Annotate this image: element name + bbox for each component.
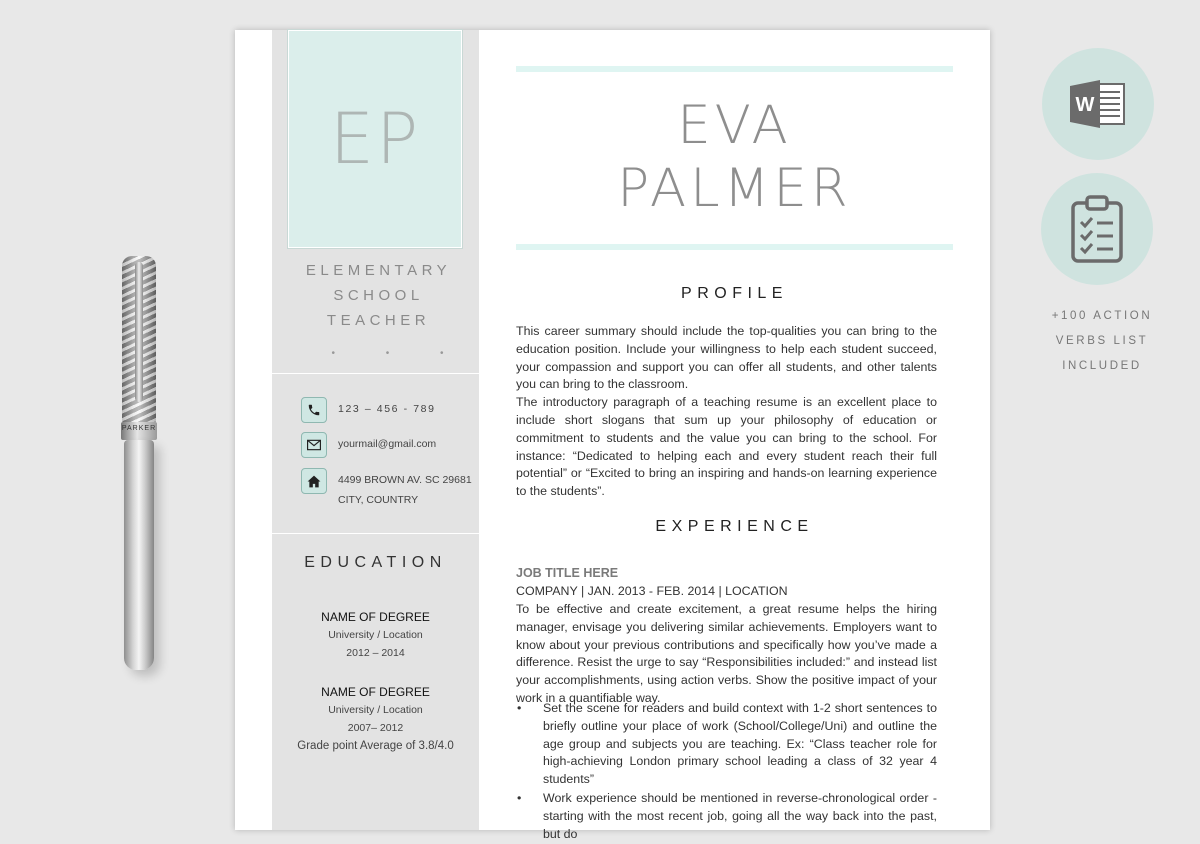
bullet-item: • Set the scene for readers and build context with 1-2 short sentences to briefly outline your place of work (School/College/Uni) and outline the age group and subjects you are teaching. Ex: “Class teacher role for high-achieving London primary school leading a class of 32 year 4 students” xyxy=(517,701,937,787)
sidebar-job-title xyxy=(272,258,479,333)
degree-school: University / Location xyxy=(328,704,423,716)
phone-text: 123 – 456 - 789 xyxy=(338,403,436,415)
job-description: To be effective and create excitement, a great resume helps the hiring manager, envisage you delivering similar achievements. Employers want to know about your previous contributions and specifically how you’ve made a difference. Resist the urge to say “Responsibilities included:” and instead list your accomplishments, using action verbs. Show the positive impact of your work in a quantifiable way. xyxy=(516,602,937,705)
pen-brand: PARKER xyxy=(121,425,157,432)
home-icon xyxy=(301,468,327,494)
company-line: COMPANY | JAN. 2013 - FEB. 2014 | LOCATION xyxy=(516,584,788,598)
profile-paragraph: This career summary should include the top-qualities you can bring to the education position. Include your willingness to help each student succeed, your compassion and support you can offer all students, and other talents you can bring to the classroom. xyxy=(516,324,937,392)
education-entry xyxy=(272,608,479,662)
sidebar-divider xyxy=(272,373,479,374)
fountain-pen xyxy=(118,256,160,674)
contact-phone xyxy=(301,397,436,423)
contact-address xyxy=(301,468,472,510)
degree-name: NAME OF DEGREE xyxy=(321,685,430,699)
bullet-text: Set the scene for readers and build context with 1-2 short sentences to briefly outline your place of work (School/College/Uni) and outline the age group and subjects you are teaching. Ex: “Class teacher role for high-achieving London primary school leading a class of 32 year 4 students” xyxy=(543,701,937,787)
experience-heading: EXPERIENCE xyxy=(655,518,814,535)
name-bottom-rule xyxy=(516,244,953,250)
caption-line: +100 ACTION xyxy=(1051,310,1153,322)
job-title-line: TEACHER xyxy=(326,312,431,329)
profile-heading: PROFILE xyxy=(681,285,788,302)
bullet-text: Work experience should be mentioned in reverse-chronological order - starting with the most recent job, going all the way back into the past, but do xyxy=(543,790,937,841)
pen-clip xyxy=(135,262,143,402)
resume-page xyxy=(235,30,990,841)
address-text xyxy=(338,470,472,510)
address-line-2: CITY, COUNTRY xyxy=(338,494,419,506)
job-title: JOB TITLE HERE xyxy=(516,566,619,580)
contact-email xyxy=(301,432,436,458)
verbs-caption xyxy=(1046,304,1158,379)
first-name: EVA xyxy=(677,95,792,156)
job-title-line: ELEMENTARY xyxy=(305,262,452,279)
profile-text xyxy=(516,323,937,501)
name-top-rule xyxy=(516,66,953,72)
pen-body xyxy=(124,440,154,670)
degree-school: University / Location xyxy=(328,629,423,641)
word-icon xyxy=(1068,78,1128,130)
sidebar-divider xyxy=(272,533,479,534)
last-name: PALMER xyxy=(617,158,852,219)
degree-years: 2012 – 2014 xyxy=(346,647,405,659)
bullet-item: • Work experience should be mentioned in reverse-chronological order - starting with the most recent job, going all the way back into the past, but do xyxy=(517,790,937,841)
caption-line: VERBS LIST xyxy=(1055,335,1149,347)
svg-text:W: W xyxy=(1075,94,1095,116)
phone-icon xyxy=(301,397,327,423)
education-entry xyxy=(272,683,479,755)
checklist-badge xyxy=(1041,173,1153,285)
job-title-line: SCHOOL xyxy=(333,287,424,304)
address-line-1: 4499 BROWN AV. SC 29681 xyxy=(338,474,472,486)
degree-name: NAME OF DEGREE xyxy=(321,610,430,624)
profile-paragraph: The introductory paragraph of a teaching resume is an excellent place to include short slogans that sum up your philosophy of education or commitment to students and the value you can bring to the school. For instance: “Dedicated to helping each and every student reach their full potential” or “Excited to bring an inspiring and hands-on learning experience to the students”. xyxy=(516,395,937,499)
email-text: yourmail@gmail.com xyxy=(338,438,437,450)
experience-bullets xyxy=(516,700,937,844)
monogram: EP xyxy=(329,98,421,180)
education-heading: EDUCATION xyxy=(304,554,447,571)
degree-years: 2007– 2012 xyxy=(347,722,404,734)
clipboard-checklist-icon xyxy=(1069,195,1125,263)
envelope-icon xyxy=(301,432,327,458)
resume-sidebar xyxy=(272,30,479,830)
pen-band xyxy=(121,422,157,440)
degree-gpa: Grade point Average of 3.8/4.0 xyxy=(297,740,454,752)
monogram-box xyxy=(288,30,462,248)
caption-line: INCLUDED xyxy=(1062,360,1142,372)
word-badge xyxy=(1042,48,1154,160)
decorative-dots: • • • xyxy=(331,348,468,359)
